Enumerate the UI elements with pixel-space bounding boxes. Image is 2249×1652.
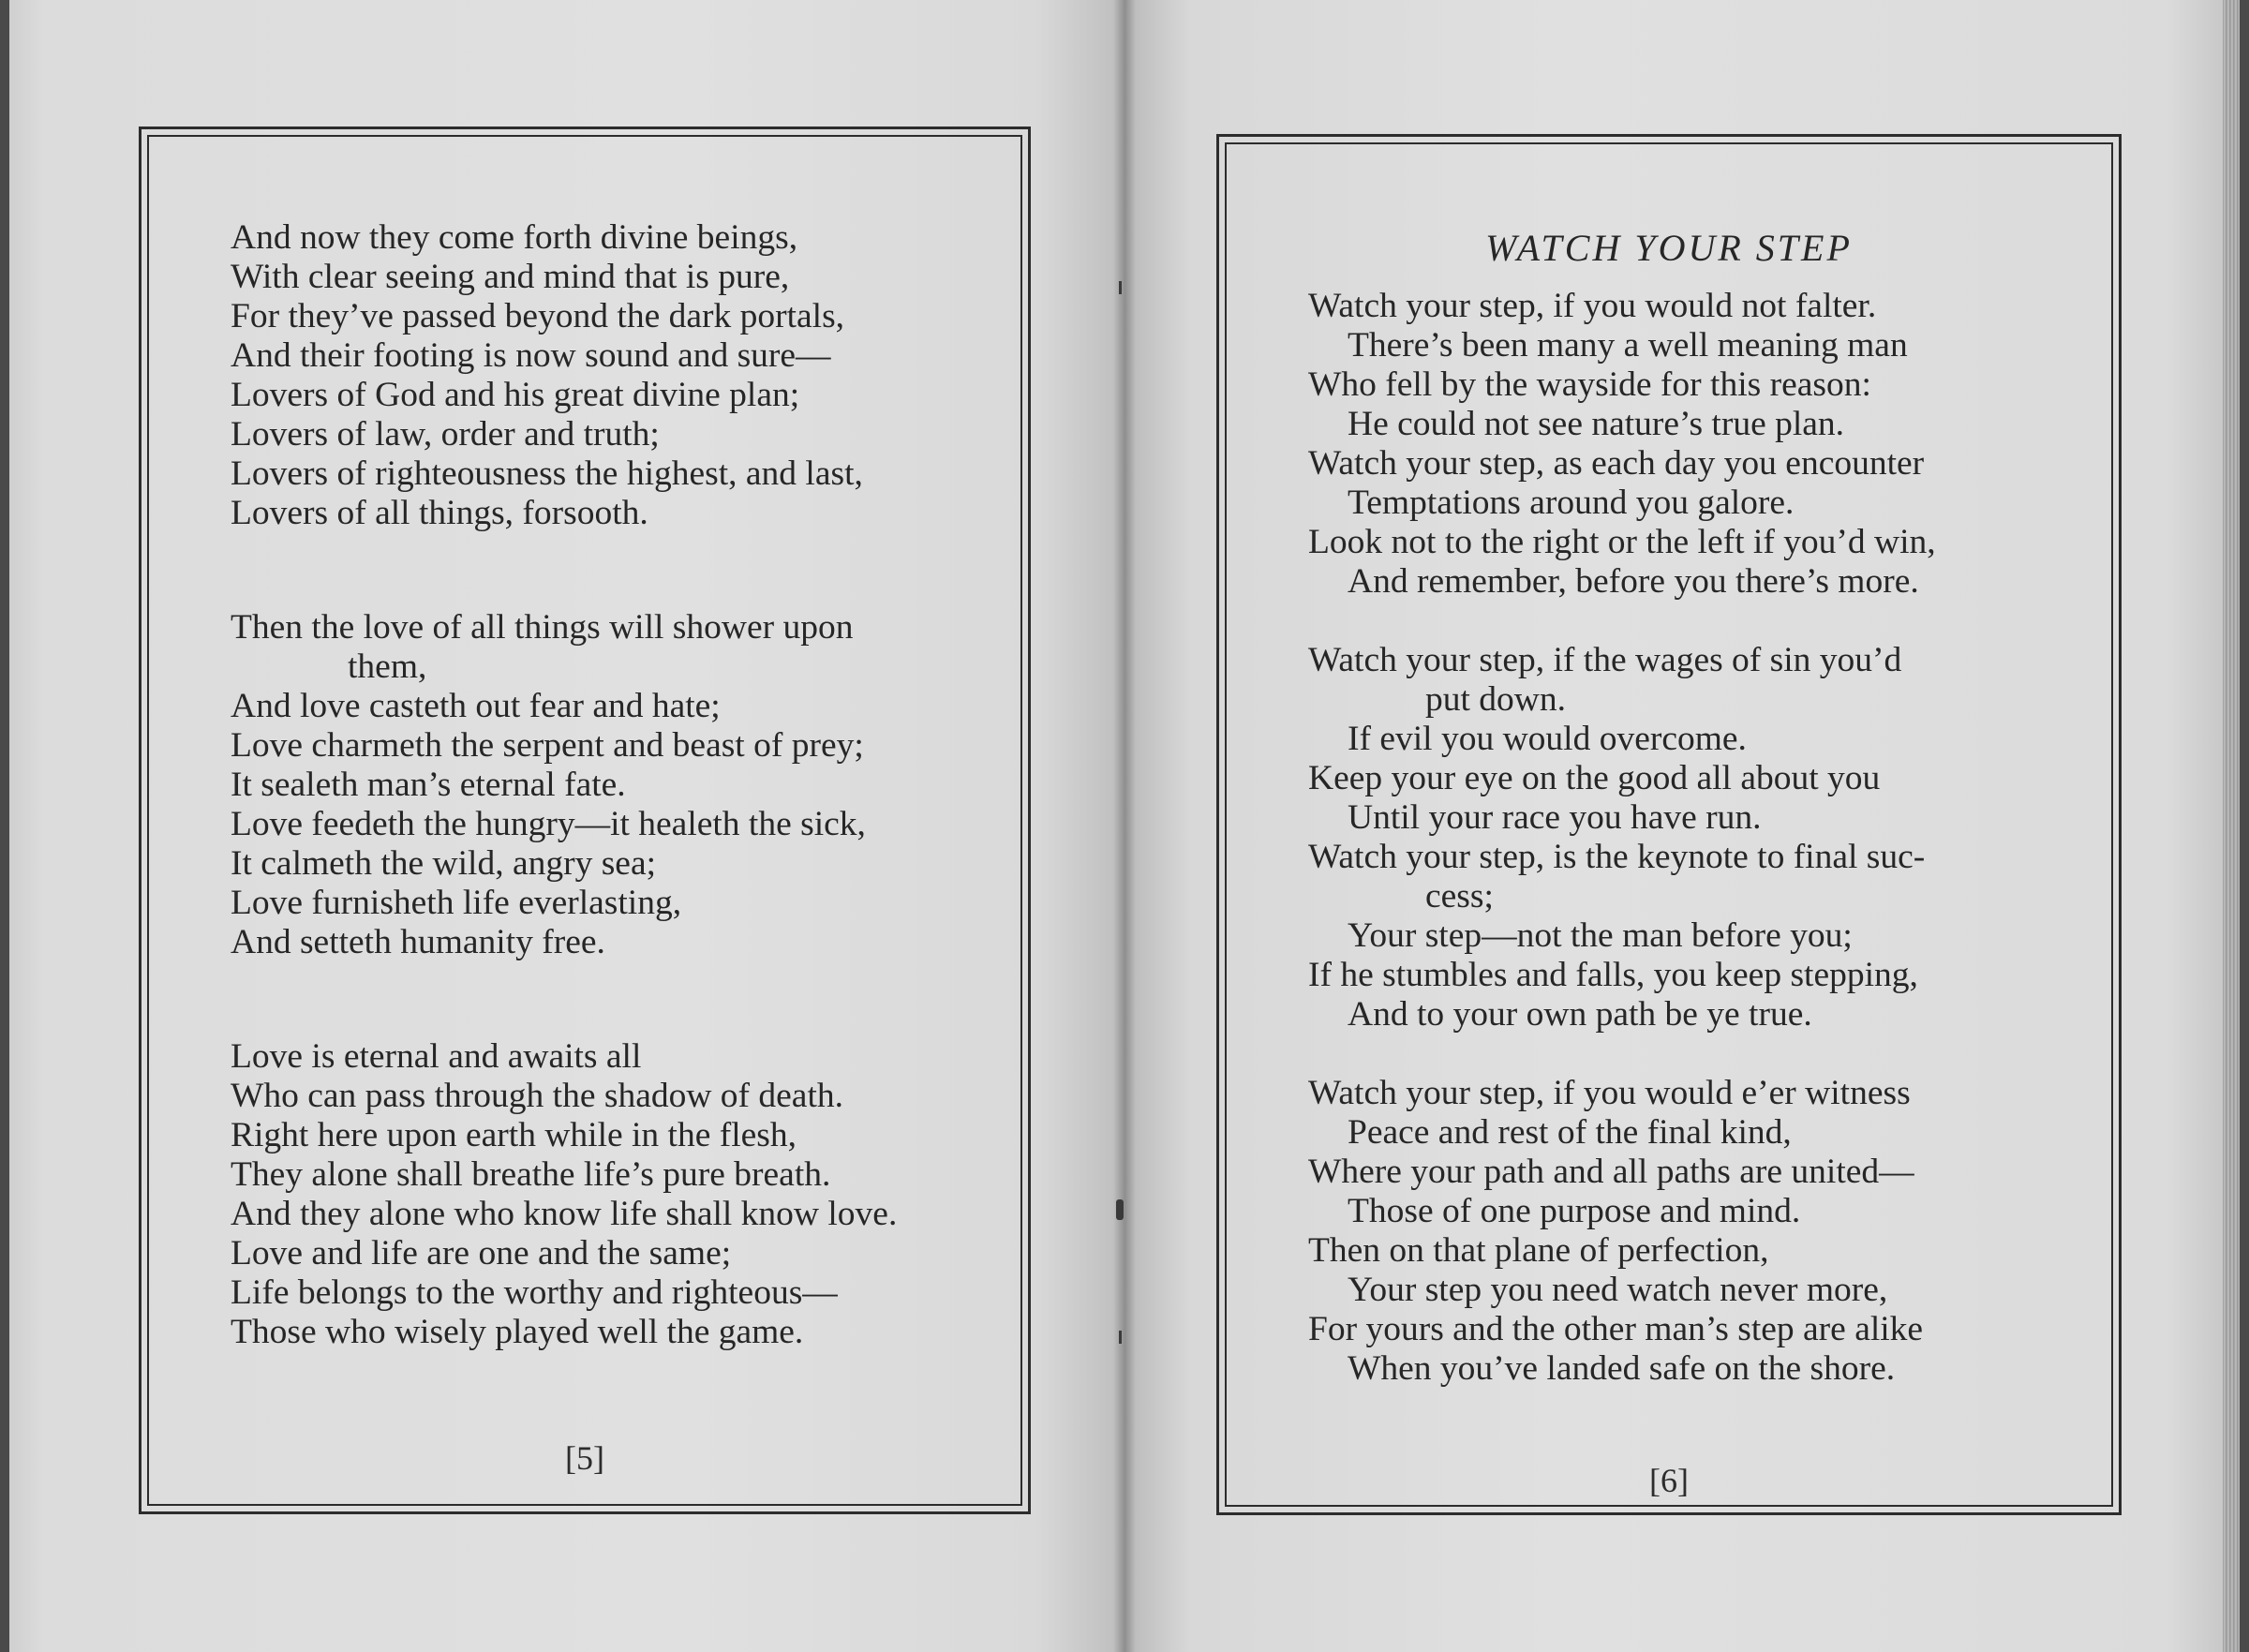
poem-line: Love and life are one and the same; (231, 1234, 732, 1272)
page-number-right: [6] (1649, 1462, 1689, 1499)
poem-title: WATCH YOUR STEP (1485, 227, 1853, 269)
poem-line: Watch your step, if you would not falter. (1308, 287, 1877, 325)
poem-line: Life belongs to the worthy and righteous— (231, 1273, 838, 1312)
poem-line: And now they come forth divine beings, (231, 218, 798, 257)
stanza (231, 218, 897, 533)
poem-line: Peace and rest of the final kind, (1348, 1113, 1792, 1152)
right-page-border (1216, 134, 2122, 1515)
poem-line: Lovers of God and his great divine plan; (231, 376, 800, 414)
poem-line: It calmeth the wild, angry sea; (231, 844, 657, 883)
stanza (1308, 1074, 1936, 1389)
poem-line: Your step—not the man before you; (1348, 916, 1853, 955)
poem-line: And love casteth out fear and hate; (231, 687, 721, 725)
poem-line: Then on that plane of perfection, (1308, 1231, 1769, 1270)
poem-line: Keep your eye on the good all about you (1308, 759, 1881, 797)
poem-line: He could not see nature’s true plan. (1348, 405, 1845, 443)
poem-line: Watch your step, if the wages of sin you’d (1308, 641, 1902, 679)
poem-line: Lovers of all things, forsooth. (231, 494, 648, 532)
poem-line: Until your race you have run. (1348, 798, 1762, 837)
poem-line: Who can pass through the shadow of death. (231, 1077, 843, 1115)
poem-line: They alone shall breathe life’s pure breath. (231, 1155, 831, 1194)
poem-line: Those who wisely played well the game. (231, 1313, 804, 1351)
poem-line: Then the love of all things will shower upon (231, 608, 854, 647)
poem-line: Love furnisheth life everlasting, (231, 884, 682, 922)
poem-line: Your step you need watch never more, (1348, 1271, 1888, 1309)
left-page-border (139, 127, 1031, 1514)
poem-line: Love feedeth the hungry—it healeth the sick, (231, 805, 866, 843)
binding-stitch (1116, 1199, 1124, 1220)
book-gutter (1113, 0, 1136, 1652)
page-edges (2223, 0, 2240, 1652)
stanza (231, 608, 897, 962)
poem-line: And their footing is now sound and sure— (231, 336, 831, 375)
poem-line: cess; (1425, 877, 1494, 915)
poem-line: When you’ve landed safe on the shore. (1348, 1349, 1896, 1388)
poem-line: Watch your step, is the keynote to final suc- (1308, 838, 1926, 876)
poem-line: Those of one purpose and mind. (1348, 1192, 1801, 1230)
binding-mark (1119, 1331, 1122, 1344)
poem-line: Lovers of righteousness the highest, and last, (231, 454, 863, 493)
poem-line: And setteth humanity free. (231, 923, 605, 961)
poem-line: For yours and the other man’s step are alike (1308, 1310, 1924, 1348)
poem-line: put down. (1425, 680, 1566, 719)
stanza (231, 1037, 897, 1352)
poem-line: Who fell by the wayside for this reason: (1308, 365, 1871, 404)
poem-line: And remember, before you there’s more. (1348, 562, 1919, 601)
poem-line: And to your own path be ye true. (1348, 995, 1812, 1034)
stanza (1308, 641, 1936, 1034)
right-poem-text (1308, 287, 1936, 1389)
open-book (9, 0, 2240, 1652)
poem-line: Love is eternal and awaits all (231, 1037, 642, 1076)
poem-line: For they’ve passed beyond the dark portals, (231, 297, 845, 335)
poem-line: And they alone who know life shall know love. (231, 1195, 898, 1233)
poem-line: Love charmeth the serpent and beast of prey; (231, 726, 864, 765)
poem-line: Watch your step, if you would e’er witness (1308, 1074, 1911, 1112)
poem-line: Temptations around you galore. (1348, 484, 1795, 522)
left-poem-text (231, 218, 897, 1352)
poem-line: Where your path and all paths are united— (1308, 1153, 1914, 1191)
page-number-left: [5] (565, 1439, 604, 1477)
poem-line: It sealeth man’s eternal fate. (231, 766, 626, 804)
stanza (1308, 287, 1936, 602)
poem-line: them, (348, 647, 427, 686)
poem-line: Lovers of law, order and truth; (231, 415, 660, 454)
poem-line: Right here upon earth while in the flesh, (231, 1116, 797, 1154)
binding-mark (1119, 281, 1122, 294)
poem-line: Look not to the right or the left if you’d win, (1308, 523, 1936, 561)
poem-line: Watch your step, as each day you encounter (1308, 444, 1925, 483)
poem-line: With clear seeing and mind that is pure, (231, 258, 790, 296)
poem-line: If evil you would overcome. (1348, 720, 1747, 758)
poem-line: If he stumbles and falls, you keep stepping, (1308, 956, 1918, 994)
poem-line: There’s been many a well meaning man (1348, 326, 1908, 365)
